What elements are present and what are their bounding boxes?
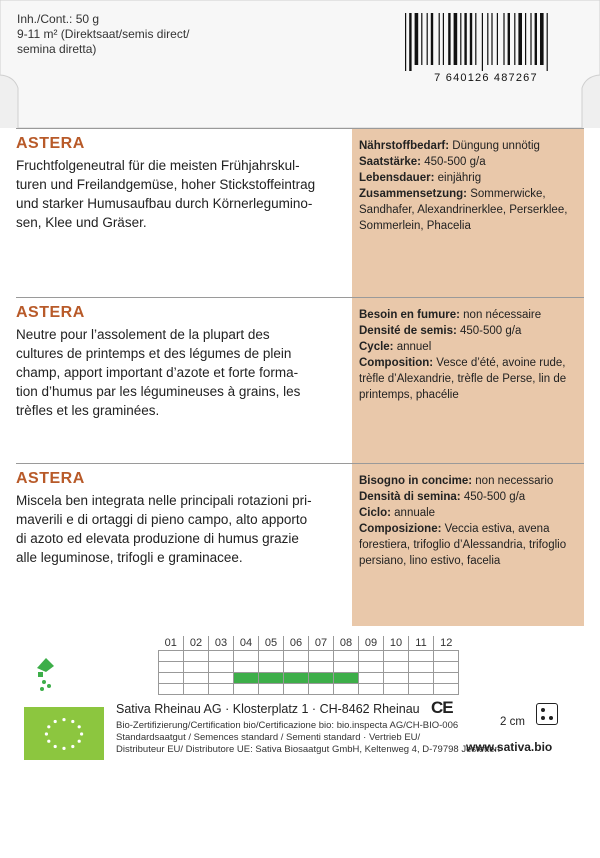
variety-title: ASTERA bbox=[16, 135, 85, 152]
eu-star bbox=[54, 720, 57, 723]
prop-nutrient: Bisogno in concime: non necessario bbox=[359, 475, 554, 487]
calendar-cell bbox=[334, 662, 359, 673]
calendar-cell bbox=[284, 662, 309, 673]
sowing-icon bbox=[34, 656, 58, 692]
barcode-bar bbox=[487, 13, 488, 65]
barcode-bar bbox=[514, 13, 515, 65]
month-label: 11 bbox=[409, 636, 434, 651]
desc-line: maverili e di ortaggi di pieno campo, alto apporto bbox=[16, 512, 308, 527]
month-label: 09 bbox=[359, 636, 384, 651]
certification-line: Bio-Zertifizierung/Certification bio/Certificazione bio: bio.inspecta AG/CH-BIO-006 bbox=[116, 720, 459, 731]
barcode-bar bbox=[540, 13, 544, 65]
desc-line: tion d’humus par les légumineuses à grains, les bbox=[16, 384, 301, 399]
month-label: 12 bbox=[434, 636, 459, 651]
calendar-cell bbox=[209, 662, 234, 673]
barcode-bar bbox=[535, 13, 537, 65]
prop-nutrient: Besoin en fumure: non nécessaire bbox=[359, 309, 542, 321]
eu-star bbox=[62, 747, 65, 750]
barcode-bar bbox=[421, 13, 422, 65]
month-label: 01 bbox=[159, 636, 184, 651]
barcode-bar bbox=[547, 13, 548, 71]
calendar-cell bbox=[234, 662, 259, 673]
barcode-number: 7 640126 487267 bbox=[434, 72, 538, 84]
barcode-bar bbox=[454, 13, 458, 65]
calendar-cell bbox=[434, 684, 459, 695]
calendar-cell bbox=[384, 684, 409, 695]
prop-nutrient: Nährstoffbedarf: Düngung unnötig bbox=[359, 140, 540, 152]
description bbox=[16, 325, 338, 420]
calendar-cell bbox=[409, 673, 434, 684]
calendar-cell-sowing bbox=[309, 673, 334, 684]
calendar-cell-sowing bbox=[234, 673, 259, 684]
eu-organic-logo bbox=[24, 707, 104, 760]
barcode-bars bbox=[397, 13, 575, 71]
month-header-row bbox=[159, 636, 459, 651]
prop-composition: Composition: Vesce d’été, avoine rude, trèfle d’Alexandrie, trèfle de Perse, lin de printemps, phacélie bbox=[359, 357, 567, 401]
barcode-bar bbox=[405, 13, 406, 71]
barcode-bar bbox=[448, 13, 450, 65]
calendar-row-sowing bbox=[159, 673, 459, 684]
calendar-cell bbox=[359, 651, 384, 662]
calendar-cell bbox=[409, 651, 434, 662]
calendar-cell bbox=[159, 673, 184, 684]
month-label: 04 bbox=[234, 636, 259, 651]
calendar-cell bbox=[159, 662, 184, 673]
company-address: Sativa Rheinau AG · Klosterplatz 1 · CH-8462 Rheinau bbox=[116, 702, 420, 716]
calendar-row bbox=[159, 662, 459, 673]
month-label: 05 bbox=[259, 636, 284, 651]
calendar-cell bbox=[359, 673, 384, 684]
barcode-bar bbox=[518, 13, 522, 65]
barcode-bar bbox=[482, 13, 483, 71]
calendar-cell bbox=[259, 662, 284, 673]
properties bbox=[359, 138, 581, 234]
desc-line: sen, Klee und Gräser. bbox=[16, 215, 147, 230]
barcode-bar bbox=[464, 13, 466, 65]
prop-composition: Composizione: Veccia estiva, avena forestiera, trifoglio d’Alessandria, trifoglio persiano, lino estivo, facelia bbox=[359, 523, 567, 567]
calendar-cell bbox=[384, 662, 409, 673]
section-french bbox=[16, 297, 584, 464]
calendar-cell-sowing bbox=[284, 673, 309, 684]
desc-line: alle leguminose, trifogli e graminacee. bbox=[16, 550, 243, 565]
barcode-bar bbox=[427, 13, 428, 65]
eu-star bbox=[71, 720, 74, 723]
prop-lifespan: Ciclo: annuale bbox=[359, 507, 436, 519]
desc-line: Neutre pour l’assolement de la plupart des bbox=[16, 327, 270, 342]
properties bbox=[359, 307, 581, 403]
calendar-cell bbox=[309, 684, 334, 695]
calendar-cell bbox=[434, 651, 459, 662]
calendar-cell bbox=[384, 673, 409, 684]
calendar-cell bbox=[434, 673, 459, 684]
calendar-cell bbox=[334, 651, 359, 662]
barcode-bar bbox=[431, 13, 433, 65]
content-weight: Inh./Cont.: 50 g bbox=[17, 12, 100, 26]
calendar-cell bbox=[434, 662, 459, 673]
barcode-bar bbox=[491, 13, 492, 65]
calendar-row bbox=[159, 651, 459, 662]
sowing-area-cont: semina diretta) bbox=[17, 42, 97, 56]
calendar-row bbox=[159, 684, 459, 695]
calendar-cell bbox=[209, 673, 234, 684]
website-link[interactable]: www.sativa.bio bbox=[466, 740, 553, 754]
prop-lifespan: Cycle: annuel bbox=[359, 341, 432, 353]
barcode-bar bbox=[503, 13, 504, 65]
desc-line: Miscela ben integrata nelle principali rotazioni pri- bbox=[16, 493, 312, 508]
calendar-cell bbox=[184, 662, 209, 673]
calendar-cell bbox=[409, 684, 434, 695]
barcode-bar bbox=[475, 13, 476, 65]
month-label: 07 bbox=[309, 636, 334, 651]
properties bbox=[359, 473, 581, 569]
barcode-bar bbox=[439, 13, 440, 65]
month-label: 06 bbox=[284, 636, 309, 651]
barcode bbox=[397, 13, 575, 83]
calendar-cell bbox=[184, 684, 209, 695]
calendar-cell bbox=[409, 662, 434, 673]
sowing-calendar bbox=[158, 636, 459, 695]
barcode-bar bbox=[443, 13, 444, 65]
calendar-cell bbox=[259, 684, 284, 695]
description bbox=[16, 156, 338, 232]
eu-star bbox=[78, 725, 81, 728]
calendar-cell bbox=[384, 651, 409, 662]
desc-line: Fruchtfolgeneutral für die meisten Frühjahrskul- bbox=[16, 158, 300, 173]
calendar-cell bbox=[309, 662, 334, 673]
calendar-cell bbox=[184, 673, 209, 684]
eu-star bbox=[54, 745, 57, 748]
desc-line: und starker Humusaufbau durch Körnerlegumino- bbox=[16, 196, 313, 211]
calendar-cell bbox=[184, 651, 209, 662]
calendar-cell bbox=[259, 651, 284, 662]
eu-star bbox=[80, 732, 83, 735]
eu-star bbox=[45, 732, 48, 735]
eu-star bbox=[47, 725, 50, 728]
eu-star bbox=[47, 740, 50, 743]
desc-line: trèfles et les graminées. bbox=[16, 403, 160, 418]
calendar-cell bbox=[359, 662, 384, 673]
eu-star bbox=[62, 718, 65, 721]
standard-seed-line: Standardsaatgut / Semences standard / Sementi standard · Vertrieb EU/ bbox=[116, 732, 421, 743]
barcode-bar bbox=[460, 13, 461, 65]
package-info bbox=[17, 12, 317, 57]
barcode-bar bbox=[497, 13, 498, 65]
eu-star bbox=[78, 740, 81, 743]
distributor-line: Distributeur EU/ Distributore UE: Sativa Biosaatgut GmbH, Keltenweg 4, D-79798 Jestetten bbox=[116, 744, 500, 755]
calendar-cell bbox=[159, 684, 184, 695]
calendar-cell bbox=[309, 651, 334, 662]
sowing-area: 9-11 m² (Direktsaat/semis direct/ bbox=[17, 27, 190, 41]
barcode-bar bbox=[415, 13, 419, 65]
calendar-cell bbox=[234, 684, 259, 695]
desc-line: cultures de printemps et des légumes de plein bbox=[16, 346, 292, 361]
month-label: 03 bbox=[209, 636, 234, 651]
barcode-bar bbox=[409, 13, 411, 71]
calendar-cell bbox=[234, 651, 259, 662]
month-label: 10 bbox=[384, 636, 409, 651]
desc-line: di azoto ed elevata produzione di humus grazie bbox=[16, 531, 299, 546]
prop-density: Saatstärke: 450-500 g/a bbox=[359, 156, 486, 168]
top-flap bbox=[0, 0, 600, 128]
ce-mark: CE bbox=[431, 698, 453, 717]
variety-title: ASTERA bbox=[16, 470, 85, 487]
calendar-cell-sowing bbox=[259, 673, 284, 684]
prop-lifespan: Lebensdauer: einjährig bbox=[359, 172, 482, 184]
barcode-bar bbox=[530, 13, 531, 65]
variety-title: ASTERA bbox=[16, 304, 85, 321]
scale-label: 2 cm bbox=[500, 716, 525, 728]
desc-line: turen und Freilandgemüse, hoher Stickstoffeintrag bbox=[16, 177, 316, 192]
month-label: 08 bbox=[334, 636, 359, 651]
prop-density: Densité de semis: 450-500 g/a bbox=[359, 325, 522, 337]
calendar-cell bbox=[284, 651, 309, 662]
calendar-cell bbox=[359, 684, 384, 695]
seed-depth-dice-icon bbox=[536, 703, 558, 725]
section-german bbox=[16, 128, 584, 298]
prop-density: Densità di semina: 450-500 g/a bbox=[359, 491, 526, 503]
desc-line: champ, apport important d’azote et forte forma- bbox=[16, 365, 299, 380]
section-italian bbox=[16, 463, 584, 626]
prop-composition: Zusammensetzung: Sommerwicke, Sandhafer, Alexandrinerklee, Perserklee, Sommerlein, Phacelia bbox=[359, 188, 568, 232]
barcode-bar bbox=[525, 13, 526, 65]
calendar-cell bbox=[209, 651, 234, 662]
barcode-bar bbox=[470, 13, 472, 65]
calendar-cell-sowing bbox=[334, 673, 359, 684]
calendar-cell bbox=[284, 684, 309, 695]
description bbox=[16, 491, 338, 567]
barcode-bar bbox=[508, 13, 510, 65]
calendar-cell bbox=[159, 651, 184, 662]
month-label: 02 bbox=[184, 636, 209, 651]
calendar-cell bbox=[334, 684, 359, 695]
eu-star bbox=[71, 745, 74, 748]
calendar-cell bbox=[209, 684, 234, 695]
